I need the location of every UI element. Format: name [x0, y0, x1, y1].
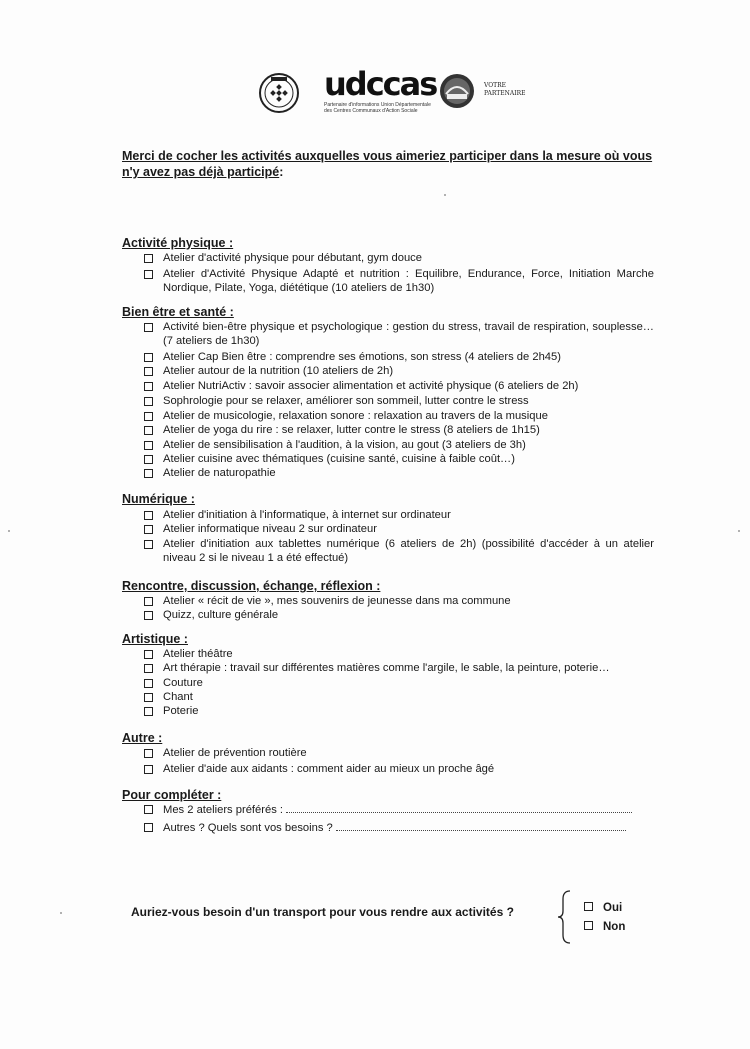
partner-logo-icon [438, 72, 476, 110]
checkbox[interactable] [144, 254, 153, 263]
scan-speck [60, 912, 62, 914]
checkbox[interactable] [144, 323, 153, 332]
checkbox-item-bien-etre-2[interactable] [144, 351, 654, 365]
checkbox-item-numerique-1[interactable] [144, 509, 654, 523]
checkbox[interactable] [144, 749, 153, 758]
checkbox[interactable] [144, 382, 153, 391]
checkbox-item-completer-2[interactable] [144, 821, 654, 836]
checkbox-item-bien-etre-9[interactable] [144, 453, 654, 467]
checkbox-item-bien-etre-6[interactable] [144, 410, 654, 424]
checkbox[interactable] [144, 823, 153, 832]
checkbox[interactable] [144, 611, 153, 620]
checkbox[interactable] [144, 664, 153, 673]
checkbox[interactable] [144, 650, 153, 659]
checkbox[interactable] [144, 707, 153, 716]
checkbox[interactable] [144, 367, 153, 376]
item-label: Art thérapie : travail sur différentes matières comme l'argile, le sable, la peinture, poterie… [163, 662, 610, 674]
section-title-artistique: Artistique : [122, 632, 188, 646]
checkbox[interactable] [144, 525, 153, 534]
checkbox[interactable] [144, 426, 153, 435]
item-label: Poterie [163, 705, 199, 717]
other-needs-label: Autres ? Quels sont vos besoins ? [163, 822, 333, 834]
item-label: Atelier théâtre [163, 648, 233, 660]
checkbox-item-numerique-3[interactable] [144, 538, 654, 565]
item-label: Atelier d'activité physique pour débutant, gym douce [163, 252, 422, 264]
checkbox-item-rencontre-1[interactable] [144, 595, 654, 609]
checkbox-item-artistique-4[interactable] [144, 691, 654, 705]
checkbox-item-physique-1[interactable] [144, 252, 654, 266]
curly-brace-icon [556, 889, 574, 945]
checkbox-item-bien-etre-3[interactable] [144, 365, 654, 379]
udccas-logo [324, 65, 437, 116]
transport-option-no[interactable] [584, 921, 625, 933]
item-label: Atelier cuisine avec thématiques (cuisine santé, cuisine à faible coût…) [163, 453, 515, 465]
item-label: Atelier NutriActiv : savoir associer alimentation et activité physique (6 ateliers de 2h) [163, 380, 579, 392]
checkbox[interactable] [144, 469, 153, 478]
item-label [163, 821, 654, 836]
item-label: Sophrologie pour se relaxer, améliorer son sommeil, lutter contre le stress [163, 395, 529, 407]
udccas-wordmark: udccas [324, 65, 437, 103]
option-label: Oui [603, 902, 623, 914]
item-label: Atelier de prévention routière [163, 747, 307, 759]
checkbox-item-bien-etre-8[interactable] [144, 439, 654, 453]
item-label: Atelier Cap Bien être : comprendre ses émotions, son stress (4 ateliers de 2h45) [163, 351, 561, 363]
item-label: Atelier d'Activité Physique Adapté et nutrition : Equilibre, Endurance, Force, Initiation Marche Nordique, Pilate, Yoga, diététique (10 ateliers de 1h30) [163, 268, 654, 294]
checkbox-item-artistique-5[interactable] [144, 705, 654, 719]
intro-suffix: : [279, 165, 284, 179]
favorite-workshops-field[interactable] [286, 803, 632, 813]
checkbox[interactable] [144, 412, 153, 421]
checkbox[interactable] [144, 597, 153, 606]
scan-speck [444, 194, 446, 196]
section-title-autre: Autre : [122, 731, 163, 745]
checkbox-item-bien-etre-1[interactable] [144, 321, 654, 348]
checkbox[interactable] [144, 693, 153, 702]
udccas-subtitle: Partenaire d'informations Union Départementale des Centres Communaux d'Action Sociale [324, 102, 431, 114]
checkbox[interactable] [144, 397, 153, 406]
item-label [163, 803, 654, 818]
item-label: Atelier de yoga du rire : se relaxer, lutter contre le stress (8 ateliers de 1h15) [163, 424, 540, 436]
header-logos [258, 65, 528, 118]
checkbox-item-artistique-3[interactable] [144, 677, 654, 691]
checkbox[interactable] [584, 902, 593, 911]
item-label: Atelier « récit de vie », mes souvenirs de jeunesse dans ma commune [163, 595, 511, 607]
item-label: Atelier d'aide aux aidants : comment aider au mieux un proche âgé [163, 763, 495, 775]
other-needs-field[interactable] [336, 821, 626, 831]
section-title-rencontre: Rencontre, discussion, échange, réflexion : [122, 579, 381, 593]
option-label: Non [603, 921, 626, 933]
section-title-bien-etre: Bien être et santé : [122, 305, 234, 319]
checkbox[interactable] [144, 540, 153, 549]
transport-option-yes[interactable] [584, 902, 622, 914]
transport-question: Auriez-vous besoin d'un transport pour vous rendre aux activités ? [131, 905, 514, 919]
checkbox-item-bien-etre-7[interactable] [144, 424, 654, 438]
intro-text [122, 148, 654, 180]
checkbox-item-numerique-2[interactable] [144, 523, 654, 537]
item-label: Atelier informatique niveau 2 sur ordinateur [163, 523, 377, 535]
checkbox-item-rencontre-2[interactable] [144, 609, 654, 623]
checkbox[interactable] [144, 765, 153, 774]
checkbox[interactable] [144, 805, 153, 814]
checkbox-item-artistique-1[interactable] [144, 648, 654, 662]
scan-speck [8, 530, 10, 532]
item-label: Atelier de musicologie, relaxation sonore : relaxation au travers de la musique [163, 410, 548, 422]
partner-label: VOTRE PARTENAIRE [484, 82, 526, 97]
checkbox[interactable] [144, 511, 153, 520]
section-title-completer: Pour compléter : [122, 788, 222, 802]
item-label: Atelier d'initiation aux tablettes numérique (6 ateliers de 2h) (possibilité d'accéder à un atelier niveau 2 si le niveau 1 a été effectué) [163, 538, 654, 564]
section-title-physique: Activité physique : [122, 236, 234, 250]
item-label: Chant [163, 691, 193, 703]
checkbox-item-bien-etre-10[interactable] [144, 467, 654, 481]
checkbox[interactable] [144, 441, 153, 450]
checkbox[interactable] [144, 455, 153, 464]
checkbox[interactable] [144, 270, 153, 279]
item-label: Atelier de naturopathie [163, 467, 276, 479]
checkbox-item-autre-1[interactable] [144, 747, 654, 761]
item-label: Atelier d'initiation à l'informatique, à internet sur ordinateur [163, 509, 451, 521]
section-title-numerique: Numérique : [122, 492, 195, 506]
item-label: Atelier de sensibilisation à l'audition, à la vision, au gout (3 ateliers de 3h) [163, 439, 526, 451]
item-label: Quizz, culture générale [163, 609, 279, 621]
scan-speck [738, 530, 740, 532]
favorite-workshops-label: Mes 2 ateliers préférés : [163, 804, 284, 816]
checkbox[interactable] [144, 679, 153, 688]
checkbox[interactable] [584, 921, 593, 930]
item-label: Activité bien-être physique et psychologique : gestion du stress, travail de respiration, souplesse… (7 ateliers de 1h30) [163, 321, 654, 347]
item-label: Couture [163, 677, 203, 689]
intro-main: Merci de cocher les activités auxquelles vous aimeriez participer dans la mesure où vous n'y avez pas déjà participé [122, 149, 653, 179]
checkbox[interactable] [144, 353, 153, 362]
item-label: Atelier autour de la nutrition (10 ateliers de 2h) [163, 365, 394, 377]
checkbox-item-artistique-2[interactable] [144, 662, 654, 676]
checkbox-item-autre-2[interactable] [144, 763, 654, 777]
checkbox-item-bien-etre-4[interactable] [144, 380, 654, 394]
checkbox-item-completer-1[interactable] [144, 803, 654, 818]
seal-logo-icon [258, 72, 300, 114]
checkbox-item-bien-etre-5[interactable] [144, 395, 654, 409]
checkbox-item-physique-2[interactable] [144, 268, 654, 295]
